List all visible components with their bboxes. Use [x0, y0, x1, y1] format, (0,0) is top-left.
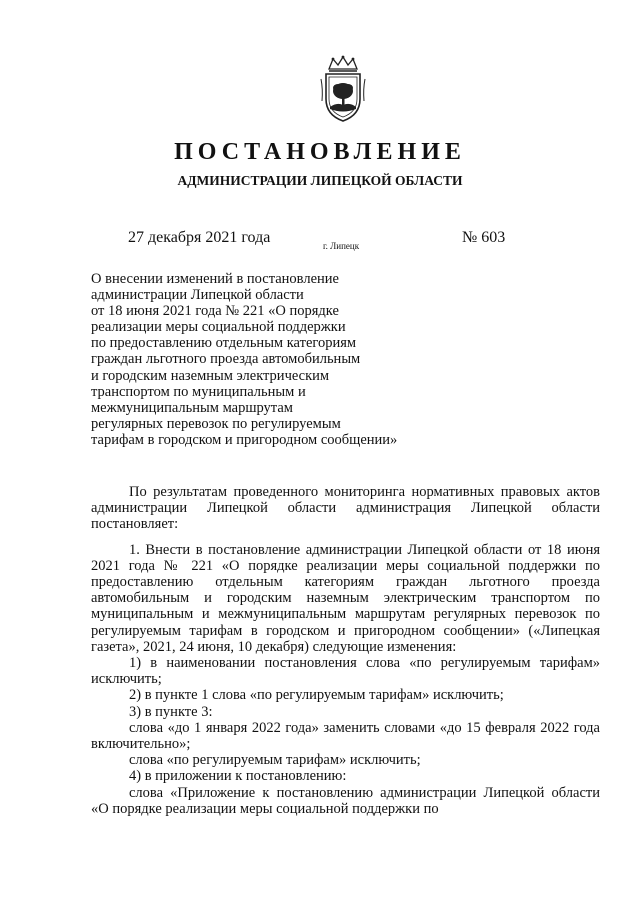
body-paragraph: слова «Приложение к постановлению администрации Липецкой области «О порядке реализации меры социальной поддержки по	[91, 784, 600, 817]
body-paragraph: 1) в наименовании постановления слова «по регулируемым тарифам» исключить;	[91, 655, 600, 688]
body-paragraph: По результатам проведенного мониторинга нормативных правовых актов администрации Липецкой области администрация Липецкой области постановляет:	[91, 484, 600, 533]
lipetsk-coat-of-arms-icon	[319, 55, 367, 123]
heading-line: межмуниципальным маршрутам	[91, 399, 293, 416]
heading-line: от 18 июня 2021 года № 221 «О порядке	[91, 303, 339, 320]
body-paragraph: слова «до 1 января 2022 года» заменить словами «до 15 февраля 2022 года включительно»;	[91, 719, 600, 753]
document-heading	[91, 271, 431, 448]
heading-line: и городским наземным электрическим	[91, 367, 330, 384]
heading-line: реализации меры социальной поддержки	[91, 319, 346, 336]
body-paragraph: 2) в пункте 1 слова «по регулируемым тарифам» исключить;	[129, 687, 504, 704]
body-paragraph: слова «по регулируемым тарифам» исключить;	[129, 752, 421, 769]
heading-line: О внесении изменений в постановление	[91, 271, 339, 287]
document-date: 27 декабря 2021 года	[128, 229, 271, 246]
document-place: г. Липецк	[323, 241, 360, 251]
body-paragraph: 3) в пункте 3:	[129, 703, 213, 720]
document-title: ПОСТАНОВЛЕНИЕ	[174, 139, 466, 165]
heading-line: администрации Липецкой области	[91, 287, 304, 304]
body-paragraph: 4) в приложении к постановлению:	[129, 768, 347, 785]
heading-line: регулярных перевозок по регулируемым	[91, 415, 341, 432]
heading-line: транспортом по муниципальным и	[91, 383, 306, 400]
heading-line: тарифам в городском и пригородном сообщении»	[91, 431, 398, 448]
heading-line: по предоставлению отдельным категориям	[91, 335, 357, 352]
body-paragraph: 1. Внести в постановление администрации Липецкой области от 18 июня 2021 года № 221 «О порядке реализации меры социальной поддержки по предоставлению отдельным категориям граждан льготного проезда автомобильным и городским наземным электрическим транспортом по муниципальным и межмуниципальным маршрутам регулярных перевозок по регулируемым тарифам в городском и пригородном сообщении» («Липецкая газета», 2021, 24 июня, 10 декабря) следующие изменения:	[91, 541, 600, 655]
heading-line: граждан льготного проезда автомобильным	[91, 351, 361, 368]
document-body	[91, 484, 600, 817]
document-number: № 603	[462, 229, 506, 246]
issuing-authority: АДМИНИСТРАЦИИ ЛИПЕЦКОЙ ОБЛАСТИ	[177, 173, 463, 188]
